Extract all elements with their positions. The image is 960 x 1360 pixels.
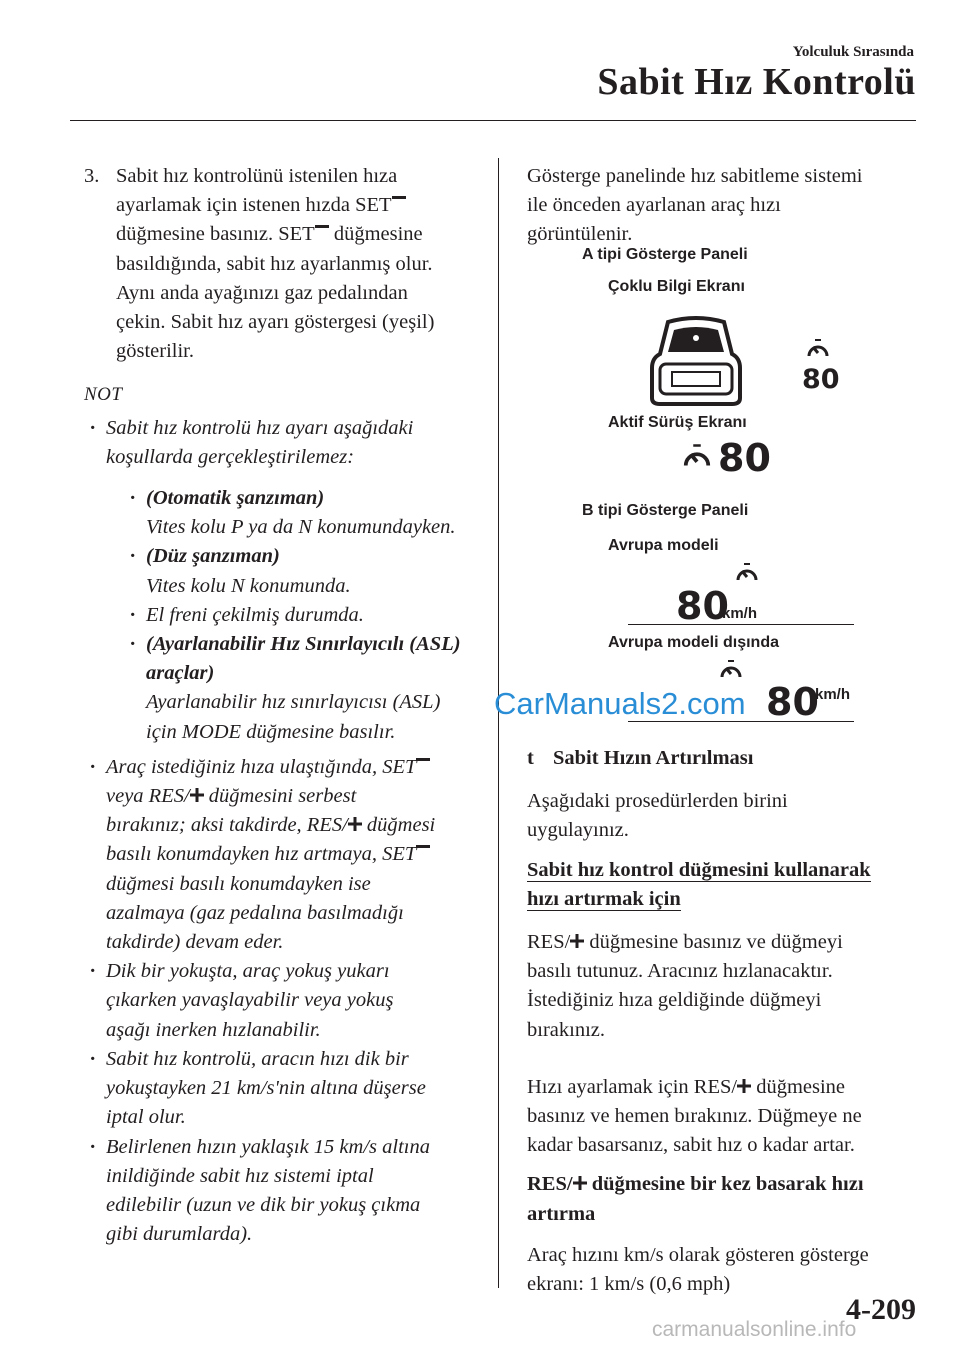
display-baseline [628,624,854,625]
plus-icon [190,788,204,802]
step-line: düğmesine basınız. SET düğmesine [116,220,434,249]
paragraph: Aşağıdaki prosedürlerden birini uygulayınız. [527,790,788,842]
header-rule [70,120,916,121]
column-divider [498,158,499,1288]
step-line: Sabit hız kontrolünü istenilen hıza [116,165,398,187]
plus-icon [573,1176,587,1190]
minus-icon [416,840,430,854]
step-line: basıldığında, sabit hız ayarlanmış olur. [116,252,433,275]
speed-unit: km/h [722,605,758,622]
minus-icon [392,191,406,205]
speed-readout: 80 [676,584,729,628]
left-column [84,162,484,1249]
right-lower [527,744,917,1299]
condition-item: · (Otomatik şanzıman) Vites kolu P ya da N konumundayken. [106,484,484,542]
speedometer-icon [680,443,714,473]
speedometer-icon [734,562,760,586]
plus-icon [570,934,584,948]
note-item: · Sabit hız kontrolü hız ayarı aşağıdaki koşullarda gerçekleştirilemez: · (Otomatik şanzıman) Vites kolu P ya da N konumundayken. · (Düz şanzıman) Vites kolu N konumunda. · El freni çekilmiş durumda. · (Ayarlanabilir Hız Sınırlayıcılı (ASL) araçlar) Ayarlanabilir hız sınırlayıcısı (ASL) için MODE düğmesine basılır. [84,414,484,747]
minus-icon [315,220,329,234]
procedure-heading: RES/ düğmesine bir kez basarak hızı artırma [527,1173,864,1225]
step-text [116,162,434,366]
step-line: ayarlamak için istenen hızda SET [116,191,434,220]
speed-readout: 80 [766,680,819,724]
step-line: çekin. Sabit hız ayarı göstergesi (yeşil) [116,311,435,334]
page-number: 4-209 [846,1293,916,1326]
step-line: gösterilir. [116,340,195,363]
note-item: · Sabit hız kontrolü, aracın hızı dik bir yokuştayken 21 km/s'nin altına düşerse iptal olur. [84,1045,484,1133]
condition-item: · (Düz şanzıman) Vites kolu N konumunda. [106,542,484,600]
non-europe-label: Avrupa modeli dışında [608,634,779,651]
procedure-heading: Sabit hız kontrol düğmesini kullanarak hızı artırmak için [527,858,871,910]
section-title: Yolculuk Sırasında [792,44,914,60]
paragraph: Hızı ayarlamak için RES/ düğmesine basınız ve hemen bırakınız. Düğmeye ne kadar basarsanız, sabit hız o kadar artar. [527,1075,862,1157]
paragraph: RES/ düğmesine basınız ve düğmeyi basılı tutunuz. Aracınız hızlanacaktır. İstediğiniz hıza geldiğinde düğmeyi bırakınız. [527,931,843,1041]
plus-icon [348,817,362,831]
step-number: 3. [84,165,100,187]
multi-info-label: Çoklu Bilgi Ekranı [608,278,745,295]
watermark: carmanualsonline.info [652,1318,857,1341]
condition-list [106,484,484,747]
condition-item: · El freni çekilmiş durumda. [106,601,484,630]
type-b-label: B tipi Gösterge Paneli [582,502,749,519]
note-label: NOT [84,384,123,406]
minus-icon [416,753,430,767]
europe-label: Avrupa modeli [608,537,719,554]
speed-readout: 80 [718,436,771,480]
type-a-label: A tipi Gösterge Paneli [582,246,748,263]
speed-unit: km/h [815,686,851,703]
watermark: CarManuals2.com [494,686,746,721]
active-driving-label: Aktif Sürüş Ekranı [608,414,747,431]
note-item: · Dik bir yokuşta, araç yokuş yukarı çıkarken yavaşlayabilir veya yokuş aşağı inerken hızlanabilir. [84,957,484,1045]
step-line: Aynı anda ayağınızı gaz pedalından [116,281,408,304]
paragraph: Araç hızını km/s olarak gösteren gösterge ekranı: 1 km/s (0,6 mph) [527,1243,869,1296]
right-intro: Gösterge panelinde hız sabitleme sistemi ile önceden ayarlanan araç hızı görüntülenir. [527,165,863,246]
step-3 [84,162,484,366]
chapter-title: Sabit Hız Kontrolü [597,61,916,103]
note-item: · Araç istediğiniz hıza ulaştığında, SET veya RES/ düğmesini serbest bırakınız; aksi takdirde, RES/ düğmesi basılı konumdayken hız artmaya, SET düğmesi basılı konumdayken ise azalmaya (gaz pedalına basılmadığı takdirde) devam eder. [84,753,484,957]
speedometer-icon [718,659,744,683]
speed-readout: 80 [802,364,840,395]
subsection-title: t Sabit Hızın Artırılması [527,747,754,769]
note-item: · Belirlenen hızın yaklaşık 15 km/s altına inildiğinde sabit hız sistemi iptal edilebilir (uzun ve dik bir yokuş çıkma gibi durumlarda). [84,1133,484,1250]
note-list [84,414,484,1250]
car-icon [646,312,746,406]
plus-icon [737,1079,751,1093]
speedometer-icon [805,338,831,362]
condition-item: · (Ayarlanabilir Hız Sınırlayıcılı (ASL) araçlar) Ayarlanabilir hız sınırlayıcısı (ASL) için MODE düğmesine basılır. [106,630,484,747]
